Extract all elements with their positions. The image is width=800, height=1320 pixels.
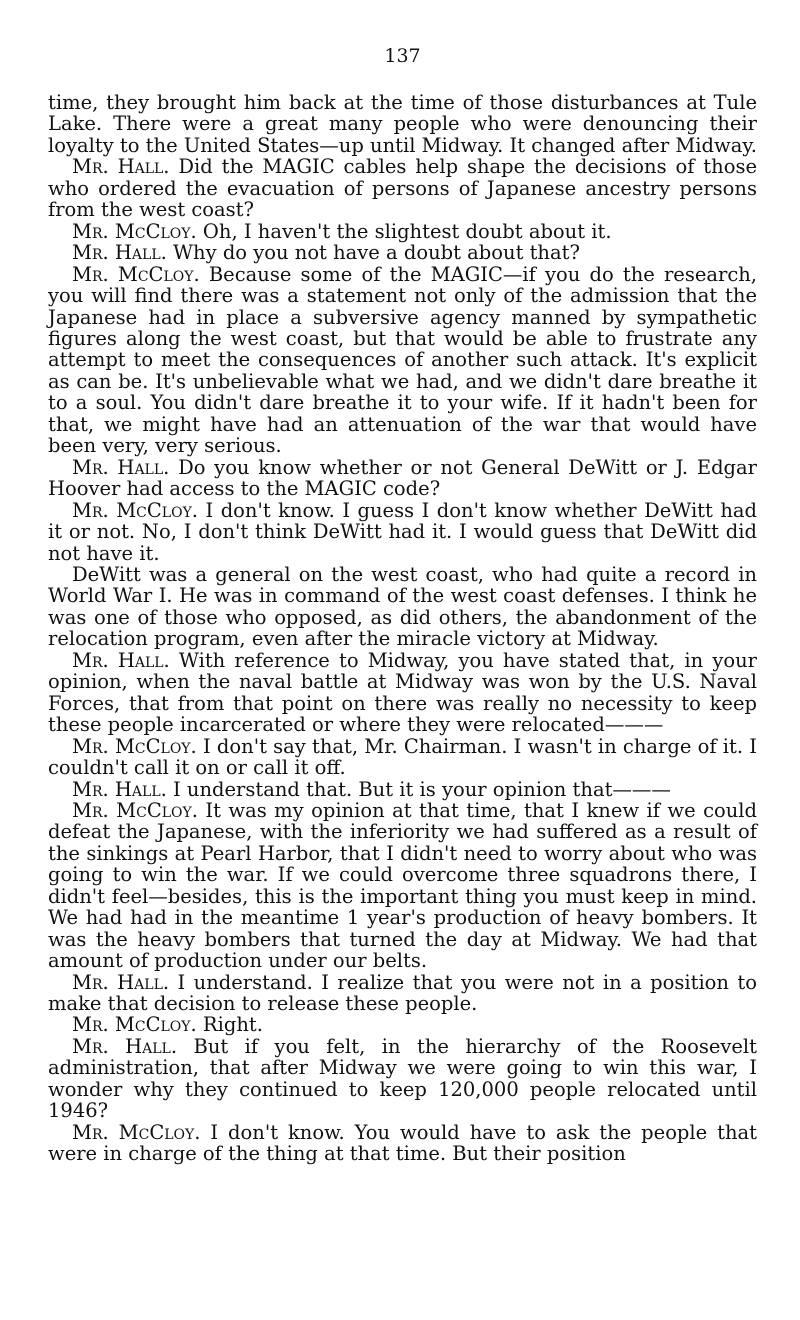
speaker-name: Mr. Hall. — [72, 155, 170, 179]
transcript-paragraph — [48, 500, 757, 564]
speaker-name: Mr. McCloy. — [72, 734, 197, 758]
transcript-paragraph — [48, 650, 757, 736]
paragraph-text: Right. — [196, 1013, 263, 1037]
transcript-body — [48, 92, 757, 1165]
paragraph-text: Do you know whether or not General DeWitt or J. Edgar Hoover had access to the MAGIC code? — [48, 455, 757, 501]
transcript-paragraph — [48, 972, 757, 1015]
paragraph-text: DeWitt was a general on the west coast, who had quite a record in World War I. He was in command of the west coast defenses. I think he was one of those who opposed, as did others, the abandonment of the relocation program, even after the miracle victory at Midway. — [48, 562, 757, 651]
document-page — [48, 44, 757, 1165]
speaker-name: Mr. McCloy. — [72, 262, 200, 286]
speaker-name: Mr. Hall. — [72, 455, 170, 479]
paragraph-text: I understand. I realize that you were not in a position to make that decision to release these people. — [48, 970, 758, 1016]
speaker-name: Mr. Hall. — [72, 648, 170, 672]
speaker-name: Mr. Hall. — [72, 970, 170, 994]
paragraph-text: It was my opinion at that time, that I knew if we could defeat the Japanese, with the inferiority we had suffered as a result of the sinkings at Pearl Harbor, that I didn't need to worry about who was going to win the war. If we could overcome three squadrons there, I didn't feel—besides, this is the important thing you must keep in mind. We had had in the meantime 1 year's production of heavy bombers. It was the heavy bombers that turned the day at Midway. We had that amount of production under our belts. — [48, 798, 758, 973]
paragraph-text: Because some of the MAGIC—if you do the research, you will find there was a statement not only of the admission that the Japanese had in place a subversive agency manned by sympathetic figures along the west coast, but that would be able to frustrate any attempt to meet the consequences of another such attack. It's explicit as can be. It's unbelievable what we had, and we didn't dare breathe it to a soul. You didn't dare breathe it to your wife. If it hadn't been for that, we might have had an attenuation of the war that would have been very, very serious. — [48, 262, 757, 458]
transcript-paragraph — [48, 156, 757, 220]
speaker-name: Mr. Hall. — [72, 777, 167, 801]
transcript-paragraph — [48, 264, 757, 457]
transcript-paragraph — [48, 1122, 757, 1165]
speaker-name: Mr. Hall. — [72, 241, 167, 265]
transcript-paragraph — [48, 736, 757, 779]
paragraph-text: Why do you not have a doubt about that? — [166, 241, 580, 265]
paragraph-text: I don't know. You would have to ask the people that were in charge of the thing at that time. But their position — [48, 1120, 757, 1166]
transcript-paragraph — [48, 1036, 757, 1122]
paragraph-text: I don't say that, Mr. Chairman. I wasn't in charge of it. I couldn't call it on or call it off. — [48, 734, 758, 780]
page-number: 137 — [384, 45, 421, 67]
paragraph-text: But if you felt, in the hierarchy of the Roosevelt administration, that after Midway we were going to win this war, I wonder why they continued to keep 120,000 people relocated until 1946? — [48, 1034, 758, 1123]
transcript-paragraph — [48, 242, 757, 263]
speaker-name: Mr. McCloy. — [72, 1120, 201, 1144]
transcript-paragraph — [48, 564, 757, 650]
transcript-paragraph — [48, 92, 757, 156]
transcript-paragraph — [48, 800, 757, 972]
speaker-name: Mr. McCloy. — [72, 798, 198, 822]
paragraph-text: time, they brought him back at the time of those disturbances at Tule Lake. There were a great many people who were denouncing their loyalty to the United States—up until Midway. It changed after Midway. — [48, 91, 757, 157]
transcript-paragraph — [48, 1014, 757, 1035]
transcript-paragraph — [48, 221, 757, 242]
paragraph-text: Did the MAGIC cables help shape the decisions of those who ordered the evacuation of persons of Japanese ancestry persons from the west coast? — [48, 155, 757, 222]
speaker-name: Mr. McCloy. — [72, 1013, 197, 1037]
paragraph-text: With reference to Midway, you have stated that, in your opinion, when the naval battle at Midway was won by the U.S. Naval Forces, that from that point on there was really no necessity to keep these people incarcerated or where they were relocated——— — [48, 648, 757, 737]
speaker-name: Mr. Hall. — [72, 1034, 178, 1058]
transcript-paragraph — [48, 457, 757, 500]
speaker-name: Mr. McCloy. — [72, 498, 199, 522]
paragraph-text: I understand that. But it is your opinion that——— — [166, 777, 671, 801]
speaker-name: Mr. McCloy. — [72, 219, 197, 243]
transcript-paragraph — [48, 779, 757, 800]
paragraph-text: Oh, I haven't the slightest doubt about it. — [196, 219, 612, 243]
paragraph-text: I don't know. I guess I don't know whether DeWitt had it or not. No, I don't think DeWitt had it. I would guess that DeWitt did not have it. — [48, 498, 758, 565]
